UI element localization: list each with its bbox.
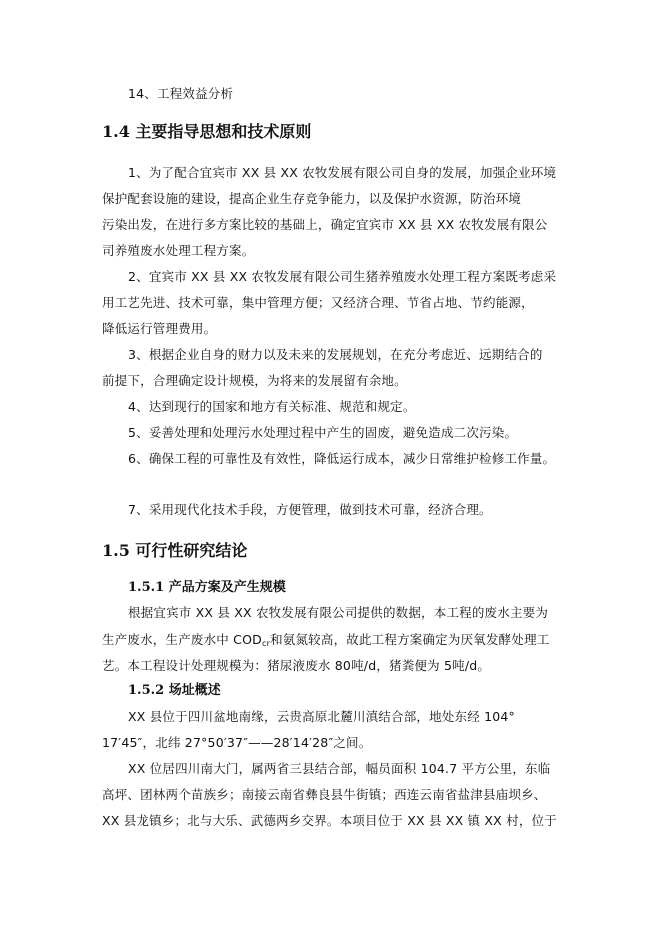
paragraph-line: XX 县龙镇乡；北与大乐、武德两乡交界。本项目位于 XX 县 XX 镇 XX 村，位于 bbox=[102, 813, 557, 828]
paragraph-line: 4、达到现行的国家和地方有关标准、规范和规定。 bbox=[128, 399, 416, 414]
paragraph-line: 用工艺先进、技术可靠，集中管理方便；又经济合理、节省占地、节约能源， bbox=[102, 295, 534, 310]
subsection-heading-1-5-2: 1.5.2 场址概述 bbox=[128, 683, 221, 698]
paragraph-line bbox=[102, 632, 549, 652]
paragraph-line: 6、确保工程的可靠性及有效性，降低运行成本，减少日常维护检修工作量。 bbox=[128, 451, 556, 466]
paragraph-line: 保护配套设施的建设，提高企业生存竞争能力，以及保护水资源，防治环境 bbox=[102, 191, 522, 206]
paragraph-line: 艺。本工程设计处理规模为：猪尿液废水 80吨/d，猪粪便为 5吨/d。 bbox=[102, 658, 491, 673]
paragraph-line: 7、采用现代化技术手段，方便管理，做到技术可靠，经济合理。 bbox=[128, 502, 492, 517]
paragraph-line: XX 位居四川南大门，属两省三县结合部，幅员面积 104.7 平方公里，东临 bbox=[128, 761, 551, 776]
paragraph-line: 司养殖废水处理工程方案。 bbox=[102, 243, 255, 258]
paragraph-line: 高坪、团林两个苗族乡；南接云南省彝良县牛街镇；西连云南省盐津县庙坝乡、 bbox=[102, 787, 547, 802]
paragraph-line: 前提下，合理确定设计规模，为将来的发展留有余地。 bbox=[102, 373, 407, 388]
text-run: 生产废水，生产废水中 COD bbox=[102, 632, 262, 647]
paragraph-line: 2、宜宾市 XX 县 XX 农牧发展有限公司生猪养殖废水处理工程方案既考虑采 bbox=[128, 269, 557, 284]
paragraph-line: 17′45″，北纬 27°50′37″——28′14′28″之间。 bbox=[102, 735, 372, 750]
subsection-heading-1-5-1: 1.5.1 产品方案及产生规模 bbox=[128, 580, 286, 595]
paragraph-line: 降低运行管理费用。 bbox=[102, 321, 217, 336]
paragraph-line: 根据宜宾市 XX 县 XX 农牧发展有限公司提供的数据，本工程的废水主要为 bbox=[128, 605, 549, 620]
text-run: 和氨氮较高，故此工程方案确定为厌氧发酵处理工 bbox=[270, 632, 550, 647]
paragraph-line: 1、为了配合宜宾市 XX 县 XX 农牧发展有限公司自身的发展，加强企业环境 bbox=[128, 165, 557, 180]
paragraph-line: 3、根据企业自身的财力以及未来的发展规划，在充分考虑近、远期结合的 bbox=[128, 347, 543, 362]
paragraph-line: 5、妥善处理和处理污水处理过程中产生的固废，避免造成二次污染。 bbox=[128, 425, 518, 440]
section-heading-1-5: 1.5 可行性研究结论 bbox=[102, 541, 248, 560]
section-heading-1-4: 1.4 主要指导思想和技术原则 bbox=[102, 122, 312, 141]
paragraph-line: XX 县位于四川盆地南缘，云贵高原北麓川滇结合部，地处东经 104° bbox=[128, 709, 515, 724]
paragraph-line: 污染出发，在进行多方案比较的基础上，确定宜宾市 XX 县 XX 农牧发展有限公 bbox=[102, 217, 548, 232]
list-item-14: 14、工程效益分析 bbox=[128, 86, 234, 101]
subscript: cr bbox=[261, 639, 271, 648]
